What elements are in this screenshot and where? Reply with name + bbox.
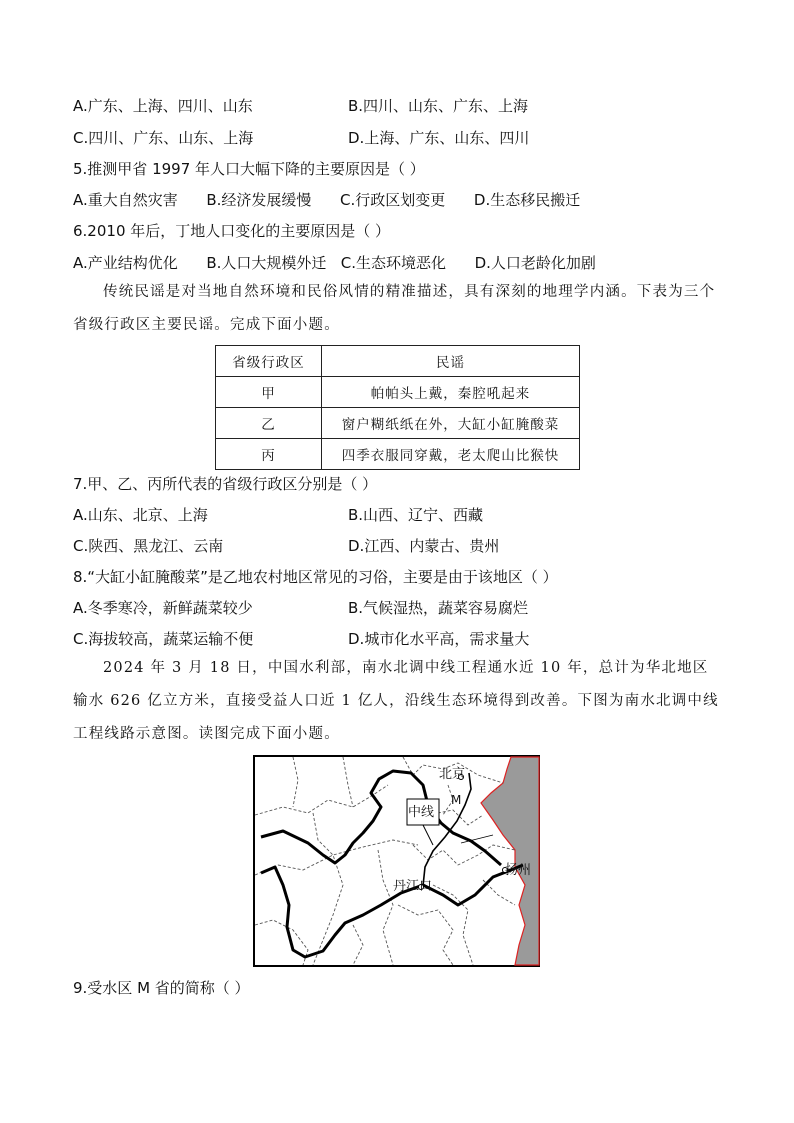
q8-option-b: B.气候湿热，蔬菜容易腐烂 (348, 599, 529, 617)
table-header-song: 民谣 (322, 346, 580, 377)
table-cell-province: 甲 (216, 377, 322, 408)
table-cell-song: 窗户糊纸纸在外，大缸小缸腌酸菜 (322, 408, 580, 439)
q8-option-a: A.冬季寒冷，新鲜蔬菜较少 (73, 599, 253, 617)
label-yangzhou: 扬州 (505, 863, 532, 878)
passage-folk-songs (73, 276, 723, 342)
q5-options: A.重大自然灾害 B.经济发展缓慢 C.行政区划变更 D.生态移民搬迁 (73, 191, 581, 209)
table-cell-province: 乙 (216, 408, 322, 439)
table-cell-song: 帕帕头上戴，秦腔吼起来 (322, 377, 580, 408)
q6-options: A.产业结构优化 B.人口大规模外迁 C.生态环境恶化 D.人口老龄化加剧 (73, 254, 596, 272)
q7-option-d: D.江西、内蒙古、贵州 (348, 537, 500, 555)
q5-stem: 5.推测甲省 1997 年人口大幅下降的主要原因是（ ） (73, 160, 425, 178)
q4-option-d: D.上海、广东、山东、四川 (348, 129, 530, 147)
q9-stem: 9.受水区 M 省的简称（ ） (73, 979, 250, 997)
table-row (216, 377, 580, 408)
map-svg (253, 755, 540, 967)
q7-option-b: B.山西、辽宁、西藏 (348, 506, 484, 524)
q8-stem: 8.“大缸小缸腌酸菜”是乙地农村地区常见的习俗，主要是由于该地区（ ） (73, 568, 558, 586)
table-cell-song: 四季衣服同穿戴，老太爬山比猴快 (322, 439, 580, 470)
q8-option-c: C.海拔较高，蔬菜运输不便 (73, 630, 254, 648)
table-header-row (216, 346, 580, 377)
table-header-province: 省级行政区 (216, 346, 322, 377)
q4-option-c: C.四川、广东、山东、上海 (73, 129, 254, 147)
folk-song-table (215, 345, 580, 470)
label-danjiangkou: 丹江口 (393, 879, 433, 894)
water-diversion-map (253, 755, 540, 967)
passage-water-diversion (73, 652, 723, 751)
q8-option-d: D.城市化水平高，需求量大 (348, 630, 530, 648)
table-row (216, 439, 580, 470)
q7-option-c: C.陕西、黑龙江、云南 (73, 537, 224, 555)
q4-option-a: A.广东、上海、四川、山东 (73, 97, 253, 115)
table-cell-province: 丙 (216, 439, 322, 470)
q4-option-b: B.四川、山东、广东、上海 (348, 97, 529, 115)
q7-option-a: A.山东、北京、上海 (73, 506, 208, 524)
q6-stem: 6.2010 年后，丁地人口变化的主要原因是（ ） (73, 222, 391, 240)
q7-stem: 7.甲、乙、丙所代表的省级行政区分别是（ ） (73, 475, 378, 493)
passage-folk-songs-text: 传统民谣是对当地自然环境和民俗风情的精准描述，具有深刻的地理学内涵。下表为三个省级行政区主要民谣。完成下面小题。 (73, 284, 716, 333)
label-beijing: 北京 (439, 767, 466, 782)
passage-water-diversion-text: 2024 年 3 月 18 日，中国水利部，南水北调中线工程通水近 10 年，总计为华北地区输水 626 亿立方米，直接受益人口近 1 亿人，沿线生态环境得到改善。下图为南水北调中线工程线路示意图。读图完成下面小题。 (73, 660, 719, 742)
label-zhongxian: 中线 (408, 805, 435, 820)
table-row (216, 408, 580, 439)
label-m: M (451, 793, 462, 807)
